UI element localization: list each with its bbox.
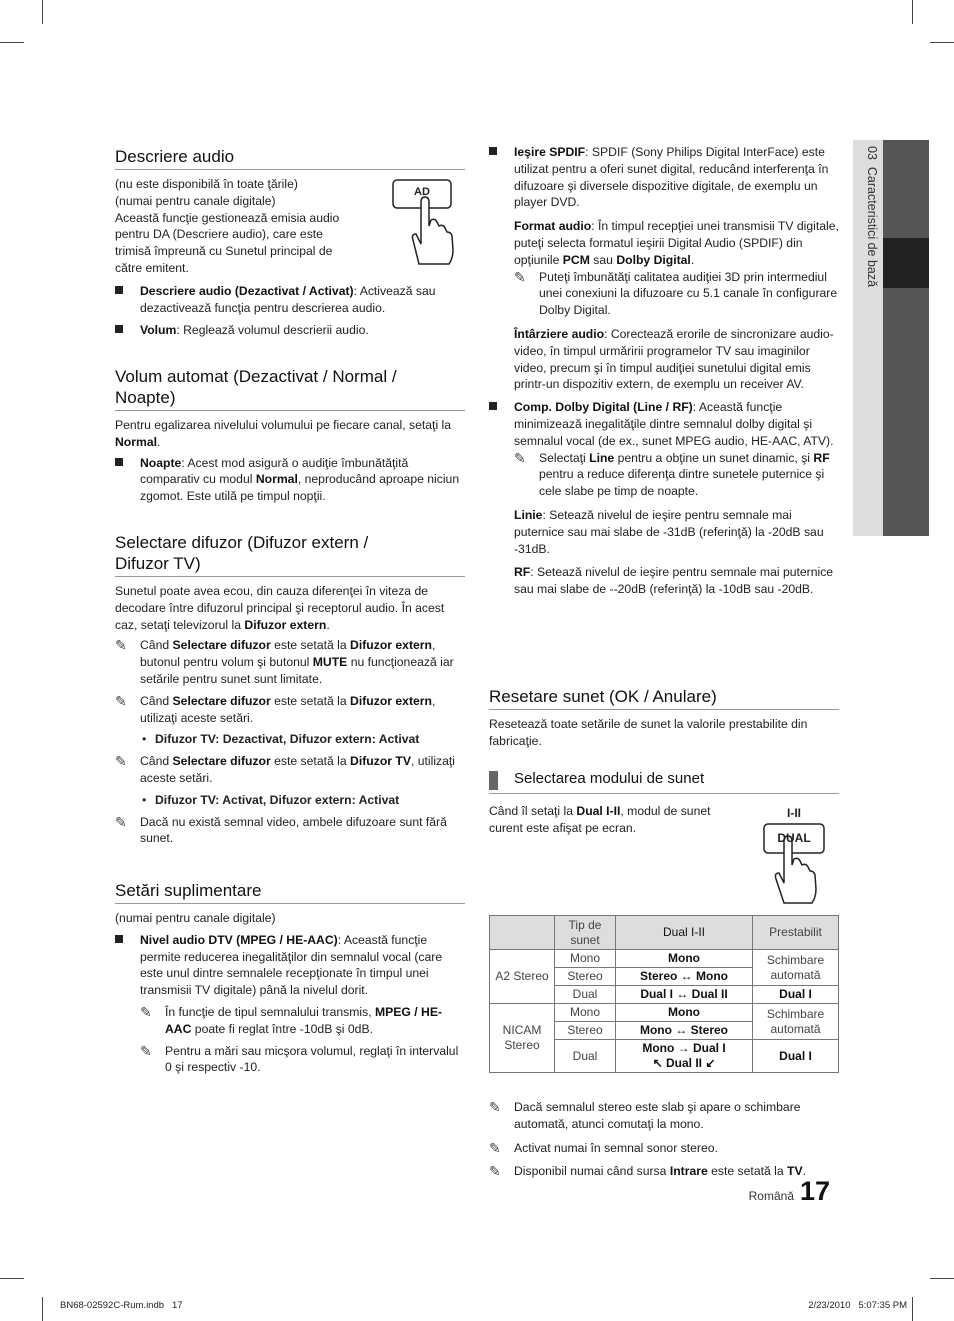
ad-button-label: AD — [414, 186, 430, 198]
pencil-icon: ✎ — [115, 637, 127, 654]
side-tab-marker — [883, 238, 929, 288]
digital-note: (numai pentru canale digitale) — [115, 193, 276, 208]
table-notes — [489, 1099, 839, 1180]
dual-remote-icon — [762, 803, 834, 905]
note-no-video: ✎ Dacă nu există semnal video, ambele difuzoare sunt fără sunet. — [115, 813, 447, 846]
note-stereo-only: ✎ Activat numai în semnal sonor stereo. — [489, 1139, 718, 1156]
pencil-icon: ✎ — [140, 1003, 152, 1020]
crop-mark — [912, 1297, 913, 1321]
table-cell: Dual I — [753, 1040, 839, 1073]
note-tv-speaker: ✎ Când Selectare difuzor este setată la Difuzor TV, utilizaţi aceste setări. — [115, 753, 455, 785]
table-cell: Dual — [555, 986, 616, 1004]
table-cell: Schimbare automată — [753, 950, 839, 986]
section-reset-sound — [489, 686, 839, 750]
note-external-settings: ✎ Când Selectare difuzor este setată la Difuzor extern, utilizaţi aceste setări. — [115, 692, 436, 725]
crop-mark — [912, 0, 913, 24]
pencil-icon: ✎ — [140, 1042, 152, 1059]
ad-remote-icon — [391, 178, 463, 268]
section-body: Pentru egalizarea nivelului volumului pe fiecare canal, setaţi la Normal. — [115, 418, 452, 449]
pencil-icon: ✎ — [115, 753, 127, 770]
sound-mode-body: Când îl setaţi la Dual I-II, modul de sunet curent este afişat pe ecran. — [489, 804, 711, 835]
pencil-icon: ✎ — [514, 449, 526, 466]
table-header-empty — [490, 916, 555, 950]
side-tab-label: 03 Caracteristici de bază — [865, 146, 879, 288]
section-audio-description — [115, 146, 465, 339]
table-cell: Stereo ↔ Mono — [616, 968, 753, 986]
page-number: 17 — [800, 1176, 831, 1206]
bullet-night: Noapte: Acest mod asigură o audiţie îmbunătăţită comparativ cu modul Normal, neproducând aproape niciun zgomot. Este utilă pe timpul nopţii. — [115, 455, 465, 505]
side-tab-dark — [883, 140, 929, 536]
section-body: Această funcţie gestionează emisia audio pentru DA (Descriere audio), care este trimisă împreună cu Sunetul principal de către emitent. — [115, 210, 340, 275]
line-text: Linie: Setează nivelul de ieşire pentru semnale mai puternice sau mai slabe de -31dB (referinţă) la -20dB sau -31dB. — [514, 507, 824, 556]
pencil-icon: ✎ — [514, 268, 526, 285]
dual-button-label: DUAL — [777, 831, 811, 845]
table-cell: Stereo — [555, 968, 616, 986]
pencil-icon: ✎ — [489, 1139, 501, 1156]
rf-text: RF: Setează nivelul de ieşire pentru semnale mai puternice sau mai slabe de --20dB (referinţă) la -10dB sau -20dB. — [514, 565, 834, 597]
subsection-bar — [489, 771, 498, 790]
crop-mark — [930, 1278, 954, 1279]
pencil-icon: ✎ — [489, 1099, 501, 1115]
bullet-audio-description: Descriere audio (Dezactivat / Activat): Activează sau dezactivează funcţia pentru descrierea audio. — [115, 283, 465, 317]
note-source-tv: ✎ Disponibil numai când sursa Intrare este setată la TV. — [489, 1163, 806, 1180]
digital-note: (numai pentru canale digitale) — [115, 911, 276, 925]
table-cell: Mono — [555, 1004, 616, 1022]
table-header-type: Tip de sunet — [555, 916, 616, 950]
audio-format-text: Format audio: În timpul recepţiei unei transmisii TV digitale, puteţi selecta formatul ieşirii Digital Audio (SPDIF) din opţiunile PCM sau Dolby Digital. — [514, 219, 839, 267]
pencil-icon: ✎ — [489, 1163, 501, 1180]
crop-mark — [0, 1278, 24, 1279]
section-title: Descriere audio — [115, 146, 465, 170]
section-body: Sunetul poate avea ecou, din cauza diferenţei în viteza de decodare între difuzorul principal şi receptorul audio. În acest caz, setaţi televizorul la Difuzor extern. — [115, 584, 445, 632]
section-title: Resetare sunet (OK / Anulare) — [489, 686, 839, 710]
section-body: Resetează toate setările de sunet la valorile prestabilite din fabricaţie. — [489, 717, 808, 748]
subsection-sound-mode — [489, 769, 839, 794]
footer-language: Română — [748, 1189, 794, 1203]
table-cell: Dual I ↔ Dual II — [616, 986, 753, 1004]
table-header-dual: Dual I-II — [616, 916, 753, 950]
table-cell-nicam: NICAM Stereo — [490, 1004, 555, 1073]
note-3d-audio: ✎ Puteţi îmbunătăţi calitatea audiţiei 3D prin intermediul unei conexiuni la difuzoare cu 5.1 canale în configurare Dolby Digital. — [514, 268, 838, 318]
section-auto-volume — [115, 366, 465, 505]
section-spdif — [489, 144, 839, 598]
note-line-rf: ✎ Selectaţi Line pentru a obţine un sunet dinamic, şi RF pentru a reduce diferenţa dintre sunetele puternice şi cele slabe pe timp de noapte. — [514, 449, 830, 499]
table-cell: Mono — [555, 950, 616, 968]
table-cell: Stereo — [555, 1022, 616, 1040]
sound-mode-table — [489, 915, 839, 1073]
table-cell: Dual — [555, 1040, 616, 1073]
section-title: Selectare difuzor (Difuzor extern / Difuzor TV) — [115, 532, 465, 577]
footer-date: 2/23/2010 5:07:35 PM — [808, 1300, 907, 1311]
dual-indicator-label: I-II — [787, 806, 801, 820]
section-speaker-select — [115, 532, 465, 847]
bullet-dot-setting: • Difuzor TV: Dezactivat, Difuzor extern: Activat — [142, 732, 420, 747]
crop-mark — [930, 42, 954, 43]
note-volume-range: ✎ Pentru a mări sau micşora volumul, reglaţi în intervalul 0 şi respectiv -10. — [140, 1042, 459, 1075]
table-cell: Dual I — [753, 986, 839, 1004]
pencil-icon: ✎ — [115, 692, 127, 709]
note-weak-stereo: ✎ Dacă semnalul stereo este slab şi apare o schimbare automată, atunci comutaţi la mono. — [489, 1099, 801, 1131]
bullet-dtv-level: Nivel audio DTV (MPEG / HE-AAC): Această funcţie permite reducerea inegalităţilor din semnalul vocal (care este unul dintre semnalele recepţionate în timpul unei transmisii TV digitale) până la nivelul dorit. — [115, 932, 465, 999]
pencil-icon: ✎ — [115, 813, 127, 830]
note-mpeg-range: ✎ În funcţie de tipul semnalului transmis, MPEG / HE-AAC poate fi reglat între -10dB şi 0dB. — [140, 1003, 443, 1036]
availability-note: (nu este disponibilă în toate ţările) — [115, 177, 298, 191]
table-cell: Mono — [616, 950, 753, 968]
section-title: Setări suplimentare — [115, 880, 465, 904]
bullet-spdif: Ieşire SPDIF: SPDIF (Sony Philips Digital InterFace) este utilizat pentru a oferi sunet digital, reducând interferenţa în difuzoare şi diversele dispozitive digitale, de exemplu un player DVD. — [489, 144, 839, 211]
crop-mark — [42, 1297, 43, 1321]
table-cell: Schimbare automată — [753, 1004, 839, 1040]
bullet-dolby-comp: Comp. Dolby Digital (Line / RF): Această funcţie minimizează inegalităţile dintre semnalul dolby digital şi semnalul vocal (de ex., sunet MPEG audio, HE-AAC, ATV). — [489, 399, 839, 449]
subsection-title: Selectarea modului de sunet — [514, 770, 705, 787]
table-cell-a2: A2 Stereo — [490, 950, 555, 1004]
section-title: Volum automat (Dezactivat / Normal / Noapte) — [115, 366, 465, 411]
note-external-speaker: ✎ Când Selectare difuzor este setată la Difuzor extern, butonul pentru volum şi butonul MUTE nu funcţionează iar setările pentru sunet sunt limitate. — [115, 637, 454, 686]
bullet-dot-setting: • Difuzor TV: Activat, Difuzor extern: Activat — [142, 792, 400, 807]
crop-mark — [0, 42, 24, 43]
section-extra-settings — [115, 880, 465, 1076]
audio-delay-text: Întârziere audio: Corectează erorile de sincronizare audio-video, în timpul urmăririi programelor TV sau imaginilor video, precum şi în timpul audiţiei sunetului digital emis printr-un dispozitiv extern, de exemplu un receiver AV. — [514, 326, 834, 392]
table-cell: Mono — [616, 1004, 753, 1022]
table-cell: Mono → Dual I ↖ Dual II ↙ — [616, 1040, 753, 1073]
footer-file: BN68-02592C-Rum.indb 17 — [60, 1300, 183, 1311]
table-header-default: Prestabilit — [753, 916, 839, 950]
bullet-volume: Volum: Reglează volumul descrierii audio. — [115, 322, 465, 339]
crop-mark — [42, 0, 43, 24]
table-cell: Mono ↔ Stereo — [616, 1022, 753, 1040]
